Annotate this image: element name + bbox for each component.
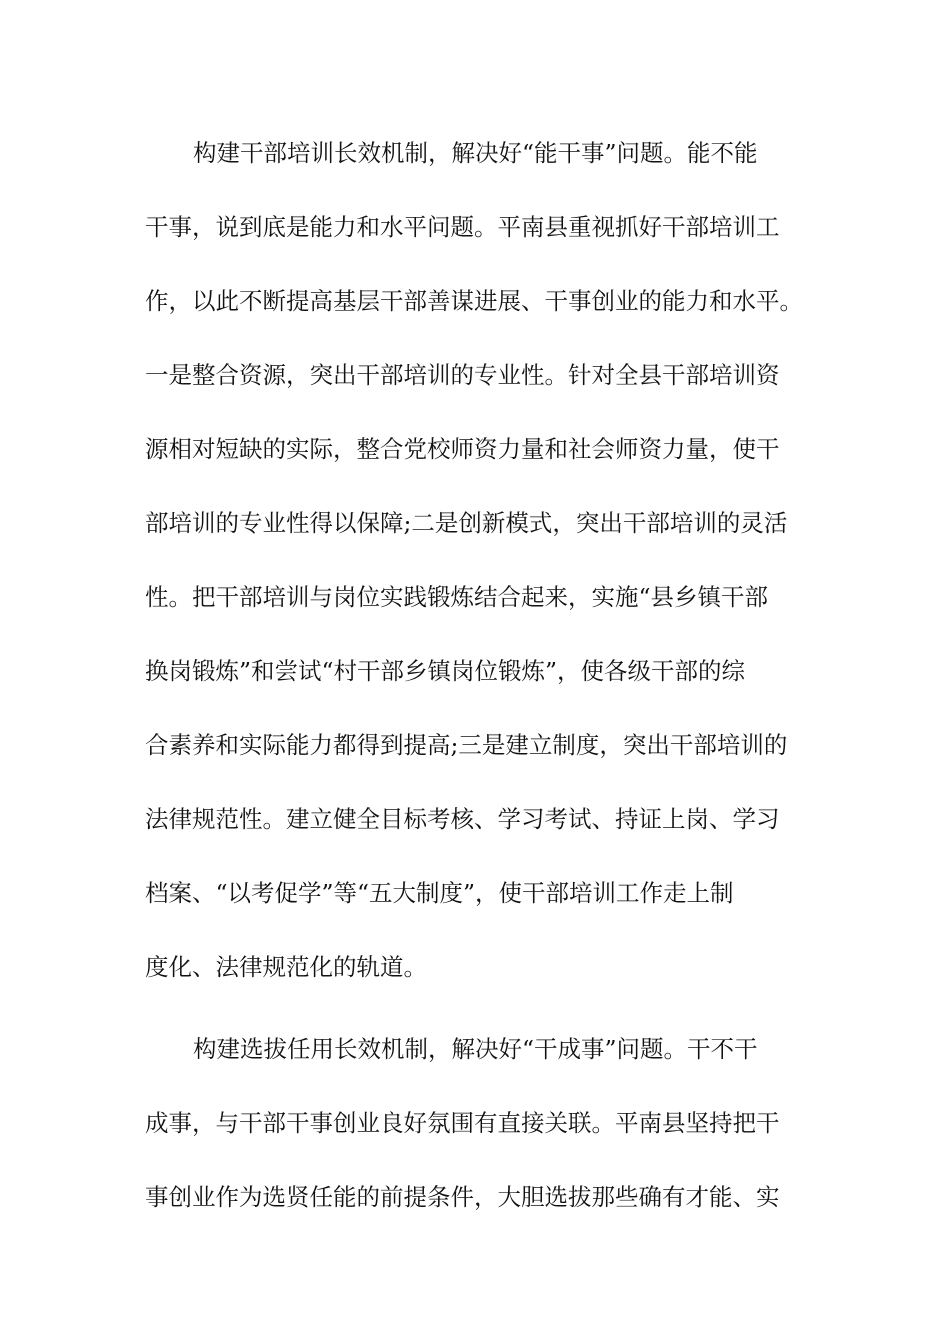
text-line: 换岗锻炼”和尝试“村干部乡镇岗位锻炼”，使各级干部的综 [145,657,746,685]
text-line: 构建选拔任用长效机制，解决好“干成事”问题。干不干 [193,1035,758,1063]
text-line: 度化、法律规范化的轨道。 [145,953,427,981]
text-line: 性。把干部培训与岗位实践锻炼结合起来，实施“县乡镇干部 [145,583,769,611]
text-line: 源相对短缺的实际，整合党校师资力量和社会师资力量，使干 [145,435,780,463]
text-line: 部培训的专业性得以保障;二是创新模式，突出干部培训的灵活 [145,509,788,537]
text-line: 事创业作为选贤任能的前提条件，大胆选拔那些确有才能、实 [145,1183,780,1211]
text-line: 档案、“以考促学”等“五大制度”，使干部培训工作走上制 [145,879,734,907]
text-line: 构建干部培训长效机制，解决好“能干事”问题。能不能 [193,139,758,167]
text-line: 成事，与干部干事创业良好氛围有直接关联。平南县坚持把干 [145,1109,780,1137]
text-line: 合素养和实际能力都得到提高;三是建立制度，突出干部培训的 [145,731,788,759]
text-line: 一是整合资源，突出干部培训的专业性。针对全县干部培训资 [145,361,780,389]
text-line: 作，以此不断提高基层干部善谋进展、干事创业的能力和水平。 [145,287,803,315]
text-line: 法律规范性。建立健全目标考核、学习考试、持证上岗、学习 [145,805,780,833]
text-line: 干事，说到底是能力和水平问题。平南县重视抓好干部培训工 [145,213,780,241]
